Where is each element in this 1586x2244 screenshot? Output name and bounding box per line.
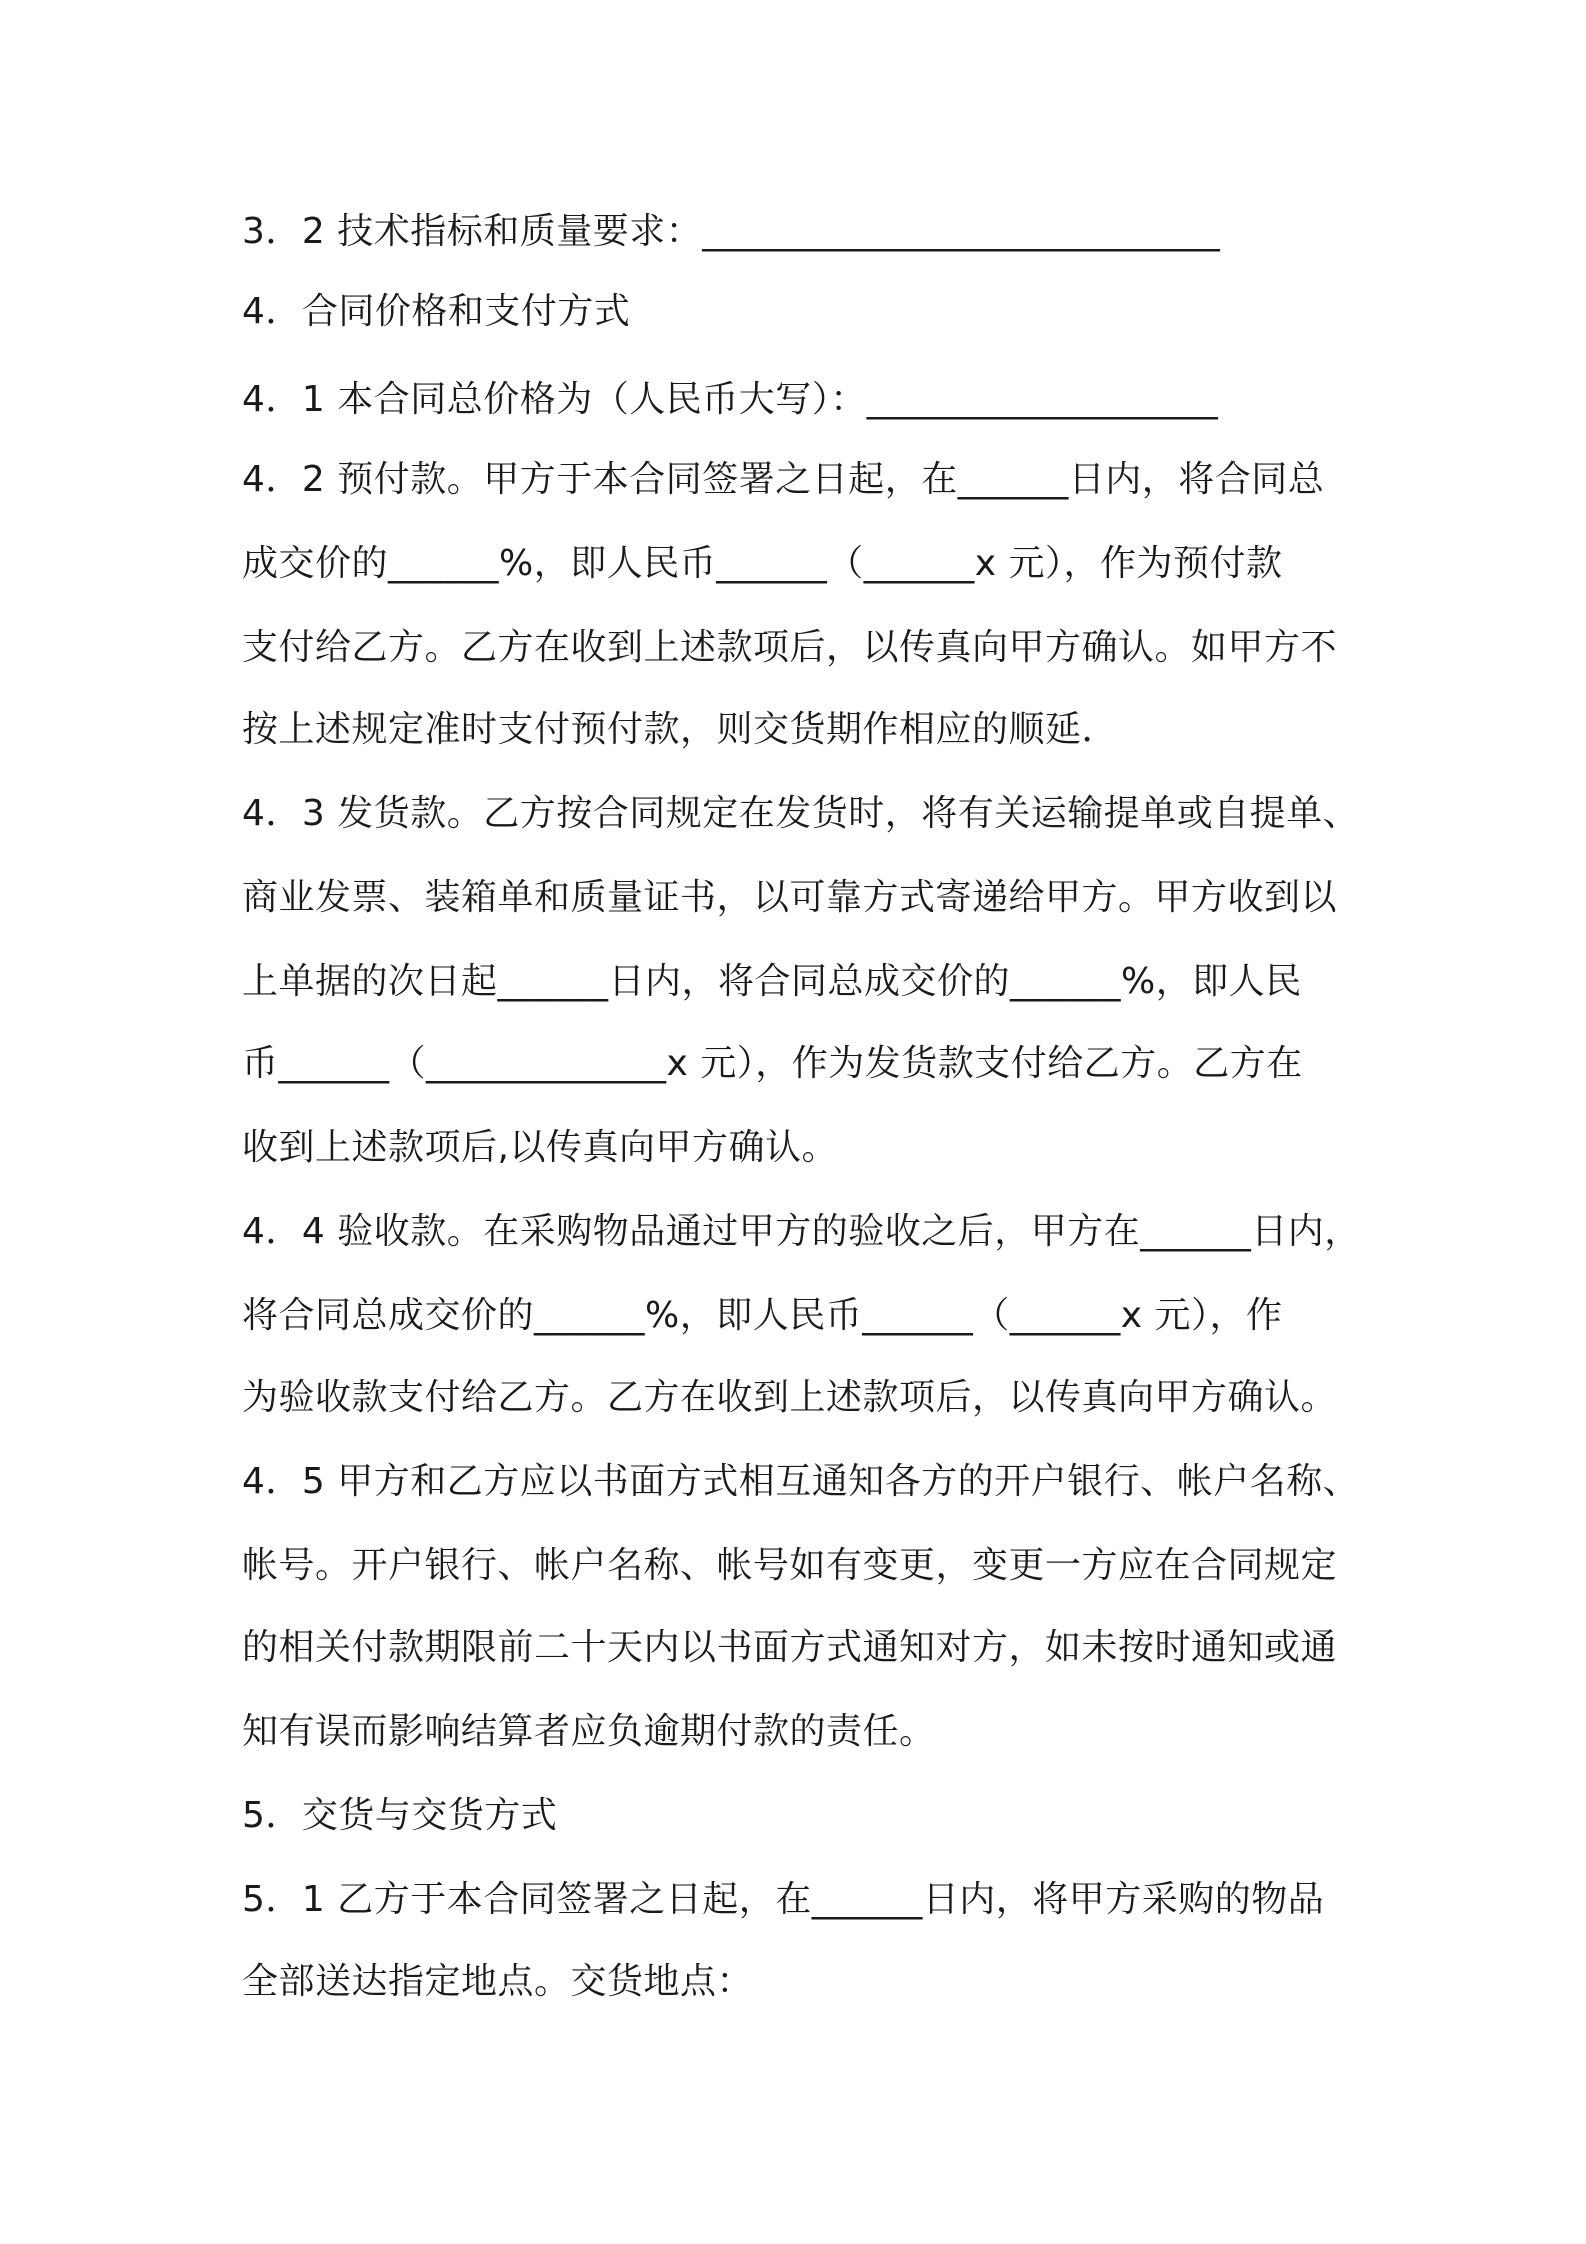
section-4-heading: 4．合同价格和支付方式 [242,291,631,332]
clause-4-3-line-3: 上单据的次日起______日内，将合同总成交价的______%，即人民 [242,961,1302,1002]
clause-4-2-line-4: 按上述规定准时支付预付款，则交货期作相应的顺延． [242,709,1119,750]
clause-4-5-line-1: 4．5 甲方和乙方应以书面方式相互通知各方的开户银行、帐户名称、 [242,1461,1360,1502]
clause-4-5-line-3: 的相关付款期限前二十天内以书面方式通知对方，如未按时通知或通 [242,1627,1338,1668]
clause-4-4-line-1: 4．4 验收款。在采购物品通过甲方的验收之后，甲方在______日内， [242,1211,1361,1252]
clause-4-2-line-2: 成交价的______%，即人民币______（______x 元），作为预付款 [242,543,1283,584]
clause-3-2: 3．2 技术指标和质量要求：____________________________ [242,211,1221,252]
clause-4-1: 4．1 本合同总价格为（人民币大写）：___________________ [242,379,1219,420]
clause-5-1-line-2: 全部送达指定地点。交货地点： [242,1961,754,2002]
clause-4-2-line-1: 4．2 预付款。甲方于本合同签署之日起，在______日内，将合同总 [242,459,1325,500]
clause-4-3-line-1: 4．3 发货款。乙方按合同规定在发货时，将有关运输提单或自提单、 [242,793,1360,834]
clause-4-3-line-2: 商业发票、装箱单和质量证书，以可靠方式寄递给甲方。甲方收到以 [242,877,1338,918]
clause-4-5-line-2: 帐号。开户银行、帐户名称、帐号如有变更，变更一方应在合同规定 [242,1545,1338,1586]
clause-4-5-line-4: 知有误而影响结算者应负逾期付款的责任。 [242,1711,936,1752]
section-5-heading: 5．交货与交货方式 [242,1795,558,1836]
clause-4-4-line-3: 为验收款支付给乙方。乙方在收到上述款项后，以传真向甲方确认。 [242,1377,1338,1418]
clause-5-1-line-1: 5．1 乙方于本合同签署之日起，在______日内，将甲方采购的物品 [242,1879,1325,1920]
clause-4-4-line-2: 将合同总成交价的______%，即人民币______（______x 元），作 [242,1295,1283,1336]
clause-4-2-line-3: 支付给乙方。乙方在收到上述款项后，以传真向甲方确认。如甲方不 [242,627,1338,668]
clause-4-3-line-4: 币______（_____________x 元），作为发货款支付给乙方。乙方在 [242,1043,1303,1084]
clause-4-3-line-5: 收到上述款项后,以传真向甲方确认。 [242,1127,838,1168]
